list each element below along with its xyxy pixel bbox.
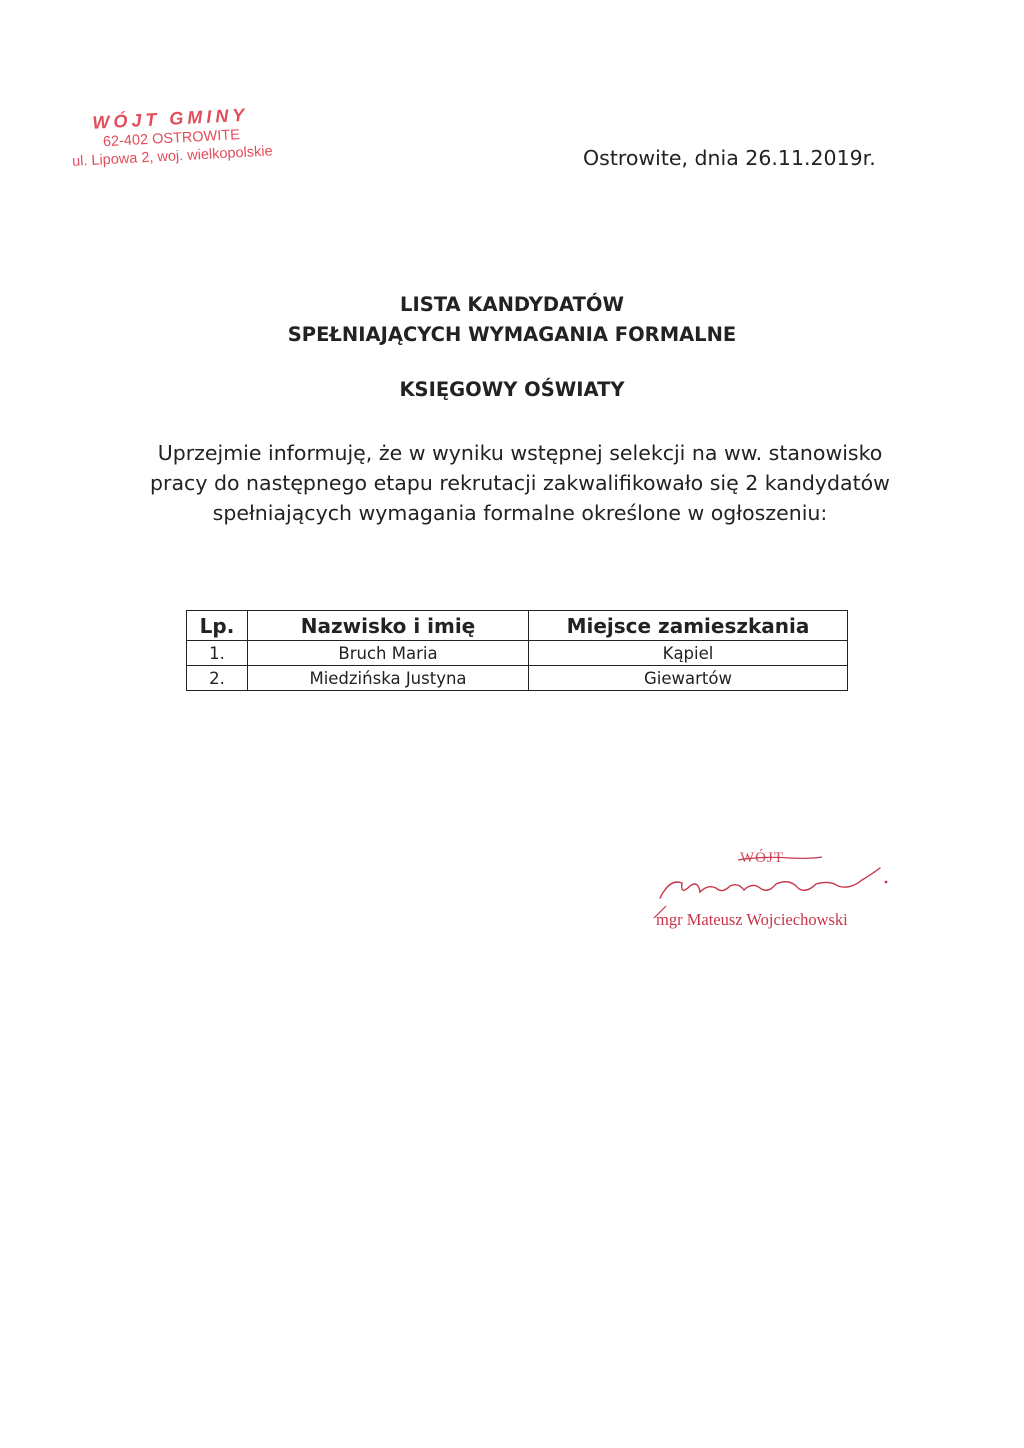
signature-role: WÓJT bbox=[740, 850, 784, 866]
table-row bbox=[187, 641, 848, 666]
candidates-table bbox=[186, 610, 848, 691]
table-header-row bbox=[187, 611, 848, 641]
document-date: Ostrowite, dnia 26.11.2019r. bbox=[583, 146, 876, 170]
cell-name: Miedzińska Justyna bbox=[248, 666, 529, 691]
stamp-postcode-city: 62-402 OSTROWITE bbox=[102, 127, 241, 151]
body-line-1: Uprzejmie informuję, że w wyniku wstępnej selekcji na ww. stanowisko bbox=[157, 441, 883, 465]
cell-name: Bruch Maria bbox=[248, 641, 529, 666]
body-paragraph bbox=[120, 438, 920, 528]
cell-lp: 1. bbox=[187, 641, 248, 666]
position-title: KSIĘGOWY OŚWIATY bbox=[399, 378, 625, 401]
signature-block bbox=[640, 838, 900, 938]
signatory-name: mgr Mateusz Wojciechowski bbox=[656, 910, 848, 929]
cell-residence: Giewartów bbox=[529, 666, 848, 691]
official-stamp bbox=[50, 102, 293, 171]
header-lp: Lp. bbox=[187, 611, 248, 641]
document-title bbox=[0, 290, 1024, 350]
body-line-2: pracy do następnego etapu rekrutacji zakwalifikowało się 2 kandydatów bbox=[150, 471, 890, 495]
header-name: Nazwisko i imię bbox=[248, 611, 529, 641]
stamp-title: WÓJT GMINY bbox=[91, 104, 249, 133]
body-line-3: spełniających wymagania formalne określone w ogłoszeniu: bbox=[212, 501, 828, 525]
header-residence: Miejsce zamieszkania bbox=[529, 611, 848, 641]
stamp-address: ul. Lipowa 2, woj. wielkopolskie bbox=[71, 143, 273, 170]
handwritten-signature bbox=[640, 838, 900, 918]
cell-residence: Kąpiel bbox=[529, 641, 848, 666]
table-row bbox=[187, 666, 848, 691]
cell-lp: 2. bbox=[187, 666, 248, 691]
title-line-1: LISTA KANDYDATÓW bbox=[400, 293, 624, 316]
title-line-2: SPEŁNIAJĄCYCH WYMAGANIA FORMALNE bbox=[287, 323, 737, 346]
